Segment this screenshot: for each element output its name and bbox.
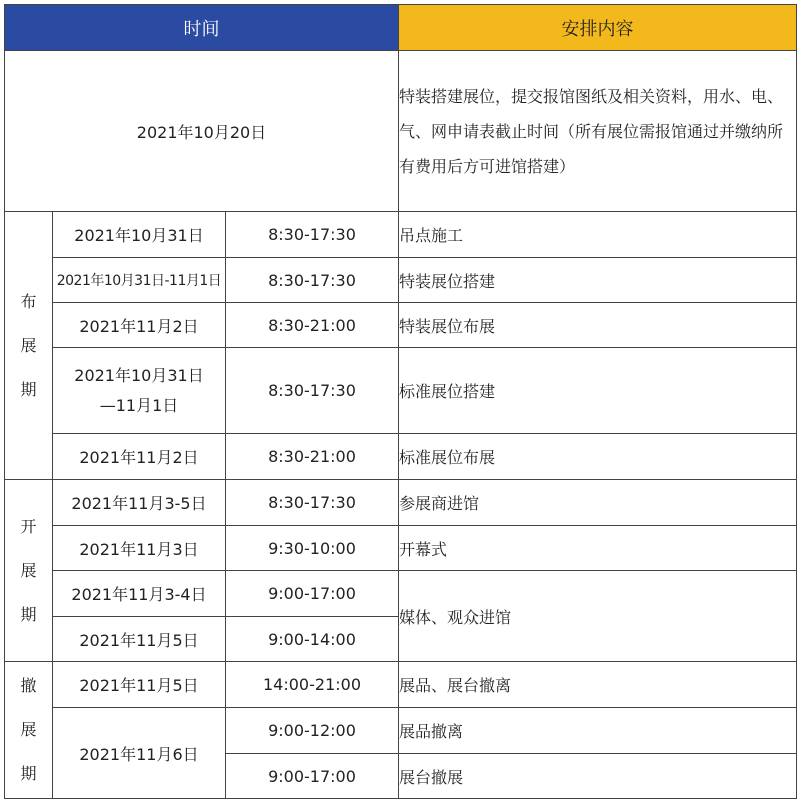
row-content: 展品撤离 [399,708,797,754]
row-content: 特装展位布展 [399,303,797,348]
row-date: 2021年11月5日 [53,617,226,662]
row-time: 8:30-17:30 [226,348,399,434]
row-time: 8:30-21:00 [226,434,399,480]
row-time: 14:00-21:00 [226,662,399,708]
row-date: 2021年11月2日 [53,303,226,348]
deadline-content: 特装搭建展位，提交报馆图纸及相关资料，用水、电、气、网申请表截止时间（所有展位需报馆通过并缴纳所有费用后方可进馆搭建） [399,51,797,212]
table-row [5,51,797,212]
row-date: 2021年11月6日 [53,708,226,799]
row-date: 2021年10月31日 [53,212,226,258]
phase-char: 展 [20,335,37,355]
row-time: 9:00-17:00 [226,754,399,799]
phase-char: 期 [20,764,37,783]
phase-setup [5,212,53,480]
table-row [5,348,797,434]
table-row [5,258,797,303]
row-content: 开幕式 [399,526,797,571]
deadline-date: 2021年10月20日 [5,51,399,212]
row-content: 媒体、观众进馆 [399,571,797,662]
phase-char: 展 [20,720,37,739]
row-date: 2021年10月31日-11月1日 [53,258,226,303]
row-content: 参展商进馆 [399,480,797,526]
row-date [53,348,226,434]
row-date: 2021年11月5日 [53,662,226,708]
phase-teardown [5,662,53,799]
phase-open [5,480,53,662]
table-row [5,480,797,526]
row-date-line: —11月1日 [99,395,179,415]
phase-char: 期 [20,379,37,399]
header-content: 安排内容 [399,5,797,51]
table-row [5,526,797,571]
row-time: 8:30-17:30 [226,212,399,258]
table-row [5,434,797,480]
table-row [5,571,797,617]
row-time: 9:30-10:00 [226,526,399,571]
row-content: 标准展位布展 [399,434,797,480]
table-row [5,303,797,348]
row-time: 9:00-17:00 [226,571,399,617]
row-date-line: 2021年10月31日 [74,365,204,385]
header-row [5,5,797,51]
row-date: 2021年11月3日 [53,526,226,571]
row-date: 2021年11月3-5日 [53,480,226,526]
table-row [5,708,797,754]
row-content: 吊点施工 [399,212,797,258]
table-row [5,212,797,258]
row-time: 9:00-12:00 [226,708,399,754]
header-time: 时间 [5,5,399,51]
row-time: 9:00-14:00 [226,617,399,662]
row-time: 8:30-21:00 [226,303,399,348]
row-content: 展台撤展 [399,754,797,799]
row-content: 标准展位搭建 [399,348,797,434]
phase-char: 撤 [20,676,37,695]
phase-char: 开 [20,516,37,536]
row-content: 展品、展台撤离 [399,662,797,708]
schedule-table [4,4,797,799]
row-date: 2021年11月3-4日 [53,571,226,617]
row-date: 2021年11月2日 [53,434,226,480]
row-time: 8:30-17:30 [226,480,399,526]
row-time: 8:30-17:30 [226,258,399,303]
phase-char: 展 [20,560,37,580]
row-content: 特装展位搭建 [399,258,797,303]
phase-char: 期 [20,604,37,624]
phase-char: 布 [20,291,37,311]
table-row [5,662,797,708]
